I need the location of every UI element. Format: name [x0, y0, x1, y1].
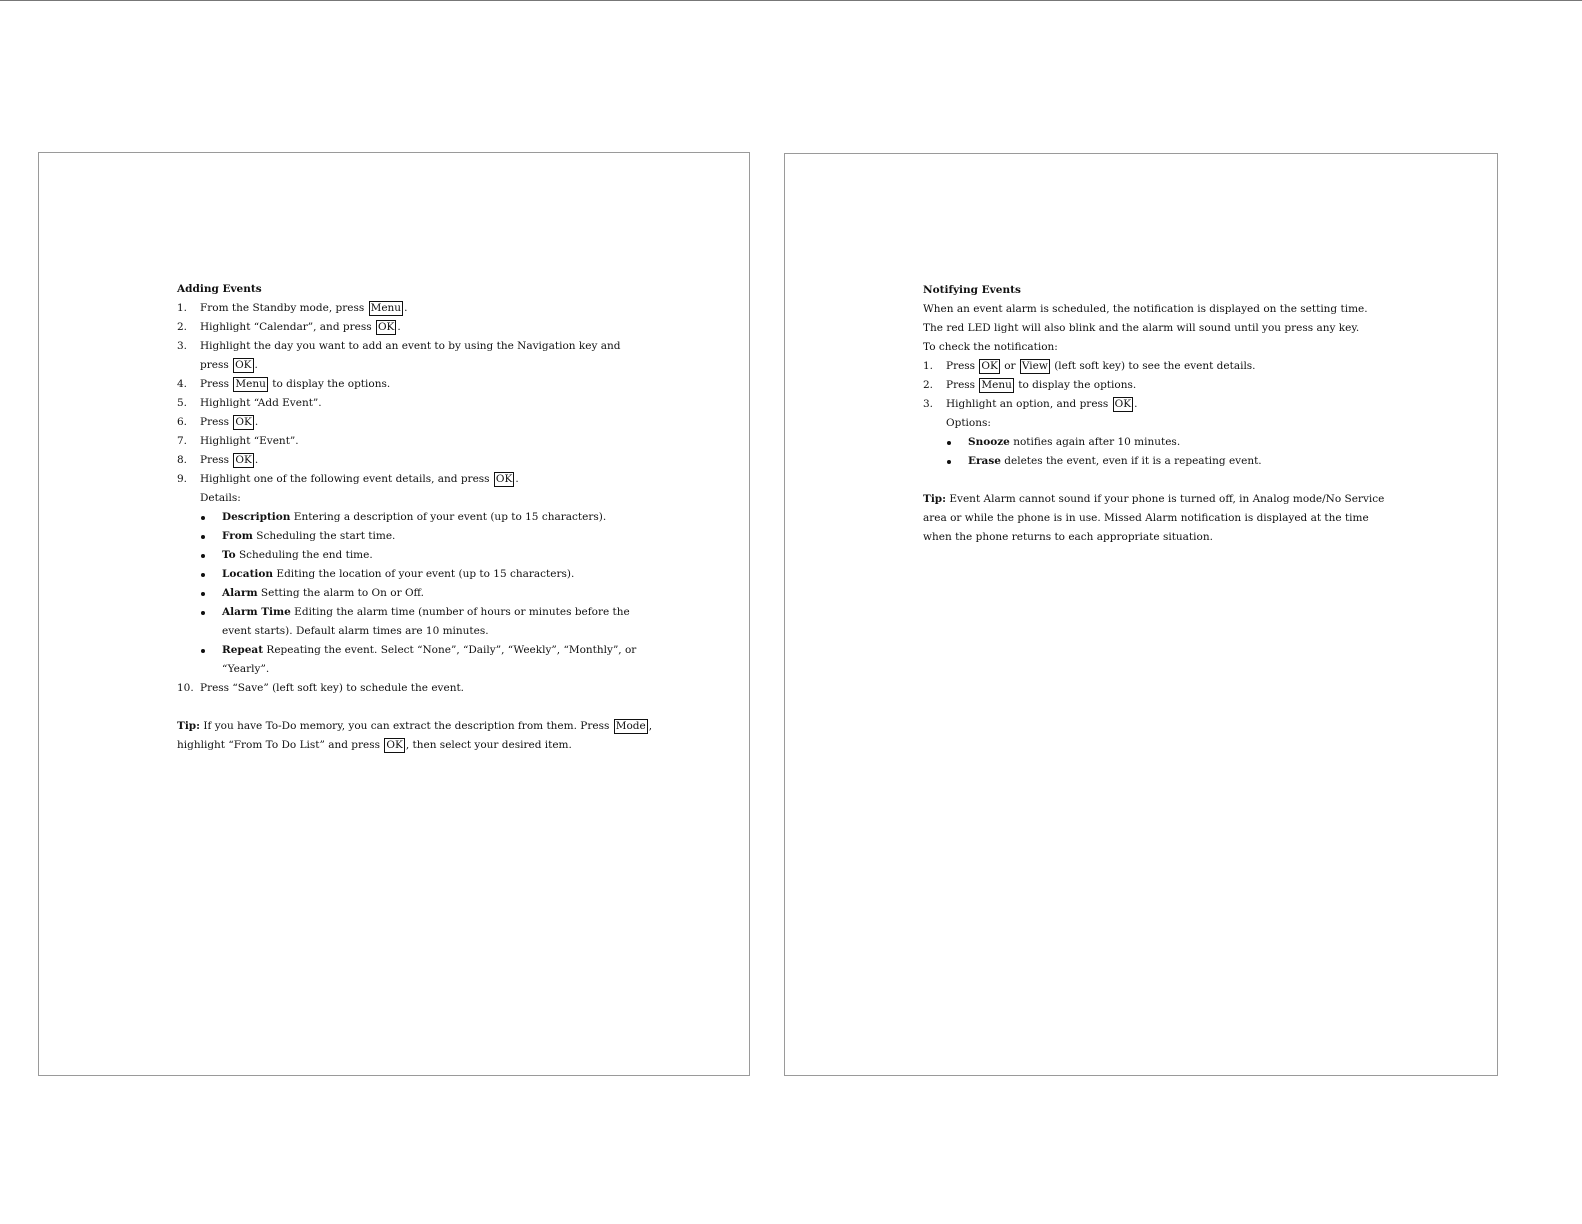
spacer	[923, 471, 1373, 490]
options-list	[946, 433, 1373, 471]
step-number: 10.	[177, 682, 194, 694]
notifying-events-tip-line-2: area or while the phone is in use. Missed Alarm notification is displayed at the time	[923, 512, 1369, 524]
step-text-end: .	[1134, 398, 1138, 410]
ok-key: OK	[981, 360, 998, 372]
adding-events-tip	[177, 717, 653, 736]
tip-label: Tip:	[923, 493, 947, 505]
step-number: 4.	[177, 378, 188, 390]
spacer	[177, 698, 637, 717]
step-10	[177, 679, 637, 698]
step-number: 8.	[177, 454, 188, 466]
ok-key: OK	[377, 321, 395, 333]
ok-key: OK	[1114, 398, 1132, 410]
step-text: Press	[946, 379, 979, 391]
step-text-end: .	[254, 416, 259, 428]
step-number: 2.	[177, 321, 188, 333]
step-8	[177, 451, 637, 470]
intro-line-2: The red LED light will also blink and the alarm will sound until you press any key.	[923, 322, 1360, 334]
step-9	[177, 470, 637, 679]
step-text: Highlight the day you want to add an event to by using the Navigation key and	[200, 340, 621, 352]
option-desc: notifies again after 10 minutes.	[1009, 436, 1181, 448]
details-label: Details:	[200, 492, 241, 504]
step-text: Highlight “Event”.	[200, 435, 299, 447]
option-term: Erase	[968, 455, 1001, 467]
detail-desc-continued: event starts). Default alarm times are 10 minutes.	[222, 625, 489, 637]
notifying-events-tip-line-3: when the phone returns to each appropriate situation.	[923, 531, 1213, 543]
left-page	[38, 152, 750, 1076]
option-erase	[946, 452, 1373, 471]
detail-term: Description	[222, 511, 291, 523]
notify-step-1	[923, 357, 1373, 376]
view-key: View	[1021, 360, 1048, 372]
step-text-end: to display the options.	[268, 378, 391, 390]
step-1	[177, 299, 637, 318]
step-text: Highlight one of the following event details, and press	[200, 473, 493, 485]
ok-key: OK	[235, 454, 252, 466]
detail-desc: Editing the alarm time (number of hours or minutes before the	[290, 606, 630, 618]
step-text-continued: press	[200, 359, 233, 371]
tip-label: Tip:	[177, 720, 201, 732]
step-text: Press	[200, 454, 233, 466]
step-text: Press	[200, 416, 233, 428]
step-text: Highlight “Add Event”.	[200, 397, 322, 409]
adding-events-heading: Adding Events	[177, 283, 262, 295]
option-snooze	[946, 433, 1373, 452]
detail-term: To	[222, 549, 236, 561]
step-text-end: .	[515, 473, 519, 485]
detail-from	[200, 527, 637, 546]
detail-term: Repeat	[222, 644, 264, 656]
step-text: Press “Save” (left soft key) to schedule the event.	[200, 682, 465, 694]
right-page-content	[923, 281, 1385, 547]
step-text-end: (left soft key) to see the event details.	[1050, 360, 1256, 372]
step-4	[177, 375, 637, 394]
notifying-events-steps	[923, 357, 1373, 471]
detail-desc: Repeating the event. Select “None”, “Daily”, “Weekly”, “Monthly”, or	[263, 644, 637, 656]
detail-term: Alarm	[222, 587, 258, 599]
detail-desc: Entering a description of your event (up to 15 characters).	[290, 511, 607, 523]
detail-alarm	[200, 584, 637, 603]
intro-line-3: To check the notification:	[923, 341, 1058, 353]
step-text-end: to display the options.	[1014, 379, 1137, 391]
step-5	[177, 394, 637, 413]
notify-step-2	[923, 376, 1373, 395]
option-desc: deletes the event, even if it is a repeating event.	[1000, 455, 1262, 467]
notify-step-3	[923, 395, 1373, 471]
adding-events-tip-line-2	[177, 736, 637, 755]
step-text-end: .	[254, 359, 258, 371]
step-number: 2.	[923, 379, 934, 391]
tip-text: highlight “From To Do List” and press	[177, 739, 384, 751]
left-page-content	[177, 280, 653, 755]
menu-key: Menu	[235, 378, 266, 390]
ok-key: OK	[235, 416, 252, 428]
step-2	[177, 318, 637, 337]
mode-key: Mode	[615, 720, 646, 732]
step-text-mid: or	[1000, 360, 1019, 372]
step-text-end: .	[404, 302, 408, 314]
step-number: 7.	[177, 435, 188, 447]
detail-to	[200, 546, 637, 565]
detail-repeat	[200, 641, 637, 679]
step-number: 5.	[177, 397, 188, 409]
step-text: Press	[200, 378, 233, 390]
notifying-events-tip	[923, 490, 1385, 509]
detail-desc: Editing the location of your event (up to 15 characters).	[273, 568, 575, 580]
top-rule	[0, 0, 1582, 1]
menu-key: Menu	[370, 302, 402, 314]
tip-text: Event Alarm cannot sound if your phone is turned off, in Analog mode/No Service	[946, 493, 1385, 505]
detail-term: Alarm Time	[222, 606, 291, 618]
right-page	[784, 153, 1498, 1076]
option-term: Snooze	[968, 436, 1010, 448]
step-3	[177, 337, 637, 375]
notifying-events-heading: Notifying Events	[923, 284, 1021, 296]
step-number: 1.	[177, 302, 188, 314]
intro-line-1: When an event alarm is scheduled, the notification is displayed on the setting time.	[923, 303, 1368, 315]
detail-desc: Setting the alarm to On or Off.	[257, 587, 424, 599]
step-6	[177, 413, 637, 432]
step-number: 3.	[177, 340, 188, 352]
detail-description	[200, 508, 637, 527]
step-number: 9.	[177, 473, 188, 485]
tip-text-end: , then select your desired item.	[405, 739, 572, 751]
detail-alarm-time	[200, 603, 637, 641]
detail-term: Location	[222, 568, 274, 580]
details-list	[200, 508, 637, 679]
detail-term: From	[222, 530, 253, 542]
ok-key: OK	[386, 739, 403, 751]
options-label: Options:	[946, 417, 991, 429]
detail-desc: Scheduling the end time.	[235, 549, 373, 561]
step-7	[177, 432, 637, 451]
step-text: Press	[946, 360, 979, 372]
step-text: Highlight an option, and press	[946, 398, 1112, 410]
detail-location	[200, 565, 637, 584]
step-number: 1.	[923, 360, 934, 372]
adding-events-steps	[177, 299, 637, 698]
step-text: Highlight “Calendar”, and press	[200, 321, 375, 333]
step-text-end: .	[254, 454, 259, 466]
detail-desc-continued: “Yearly”.	[222, 663, 270, 675]
menu-key: Menu	[981, 379, 1012, 391]
tip-text: If you have To-Do memory, you can extract the description from them. Press	[200, 720, 613, 732]
step-number: 3.	[923, 398, 934, 410]
step-number: 6.	[177, 416, 188, 428]
detail-desc: Scheduling the start time.	[252, 530, 396, 542]
step-text-end: .	[397, 321, 401, 333]
ok-key: OK	[495, 473, 513, 485]
tip-text-end: ,	[648, 720, 653, 732]
ok-key: OK	[235, 359, 252, 371]
step-text: From the Standby mode, press	[200, 302, 368, 314]
